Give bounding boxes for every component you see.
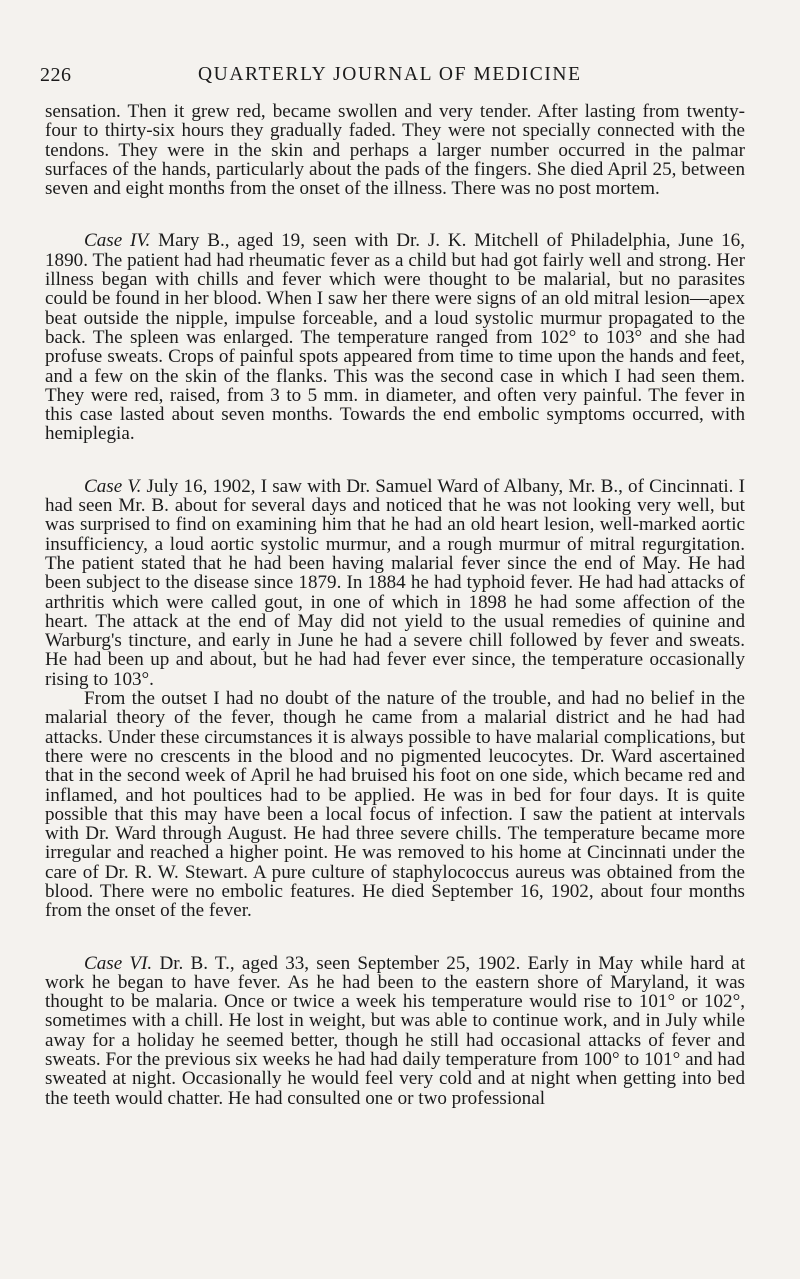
paragraph-text: Mary B., aged 19, seen with Dr. J. K. Mitchell of Philadelphia, June 16, 1890. The patient had had rheumatic fever as a child but had got fairly well and strong. Her illness began with chills and fever which were thought to be malarial, but no parasites could be found in her blood. When I saw her there were signs of an old mitral lesion—apex beat outside the nipple, impulse forceable, and a loud systolic murmur propagated to the back. The spleen was enlarged. The temperature ranged from 102° to 103° and she had profuse sweats. Crops of painful spots appeared from time to time upon the hands and feet, and a few on the skin of the flanks. This was the second case in which I had seen them. They were red, raised, from 3 to 5 mm. in diameter, and often very painful. The fever in this case lasted about seven months. Towards the end embolic symptoms occurred, with hemiplegia. bbox=[45, 230, 746, 445]
paragraph-text: Dr. B. T., aged 33, seen September 25, 1902. Early in May while hard at work he began to have fever. As he had been to the eastern shore of Maryland, it was thought to be malaria. Once or twice a week his temperature would rise to 101° or 102°, sometimes with a chill. He lost in weight, but was able to continue work, and in July while away for a holiday he seemed better, though he still had occasional attacks of fever and sweats. For the previous six weeks he had had daily temperature from 100° to 101° and had sweated at night. Occasionally he would feel very cold and at night when getting into bed the teeth would chatter. He had consulted one or two professional bbox=[45, 952, 745, 1109]
article-body bbox=[45, 102, 745, 1108]
paragraph-case-iv bbox=[45, 231, 745, 443]
case-label: Case IV. bbox=[84, 230, 151, 252]
paragraph-text: sensation. Then it grew red, became swollen and very tender. After lasting from twenty-four to thirty-six hours they gradually faded. They were not specially connected with the tendons. They were in the skin and perhaps a larger number occurred in the palmar surfaces of the hands, particularly about the pads of the fingers. She died April 25, between seven and eight months from the onset of the illness. There was no post mortem. bbox=[45, 101, 745, 200]
paragraph-text: From the outset I had no doubt of the nature of the trouble, and had no belief in the malarial theory of the fever, though he came from a malarial district and he had had attacks. Under these circumstances it is always possible to have malarial complications, but there were no crescents in the blood and no pigmented leucocytes. Dr. Ward ascertained that in the second week of April he had bruised his foot on one side, which became red and inflamed, and hot poultices had to be applied. He was in bed for four days. It is quite possible that this may have been a local focus of infection. I saw the patient at intervals with Dr. Ward through August. He had three severe chills. The temperature became more irregular and reached a higher point. He was removed to his home at Cincinnati under the care of Dr. R. W. Stewart. A pure culture of staphylococcus aureus was obtained from the blood. There were no embolic features. He died September 16, 1902, about four months from the onset of the fever. bbox=[45, 688, 745, 922]
case-label: Case VI. bbox=[84, 952, 153, 974]
running-head: QUARTERLY JOURNAL OF MEDICINE bbox=[198, 64, 582, 85]
paragraph-continuation bbox=[45, 102, 745, 198]
paragraph-text: July 16, 1902, I saw with Dr. Samuel Ward of Albany, Mr. B., of Cincinnati. I had seen Mr. B. about for several days and noticed that he was not looking very well, but was surprised to find on examining him that he had an old heart lesion, well-marked aortic insufficiency, a loud aortic systolic murmur, and a rough murmur of mitral regurgitation. The patient stated that he had been having malarial fever since the end of May. He had been subject to the disease since 1879. In 1884 he had typhoid fever. He had had attacks of arthritis which were called gout, in one of which in 1898 he had some affection of the heart. The attack at the end of May did not yield to the usual remedies of quinine and Warburg's tincture, and early in June he had a severe chill followed by fever and sweats. He had been up and about, but he had had fever ever since, the temperature occasionally rising to 103°. bbox=[45, 475, 745, 690]
paragraph-case-vi bbox=[45, 954, 745, 1108]
case-label: Case V. bbox=[84, 475, 142, 497]
page-header bbox=[40, 64, 758, 94]
paragraph-case-v bbox=[45, 477, 745, 689]
page-number: 226 bbox=[40, 64, 72, 86]
paragraph-case-v-discussion bbox=[45, 689, 745, 921]
